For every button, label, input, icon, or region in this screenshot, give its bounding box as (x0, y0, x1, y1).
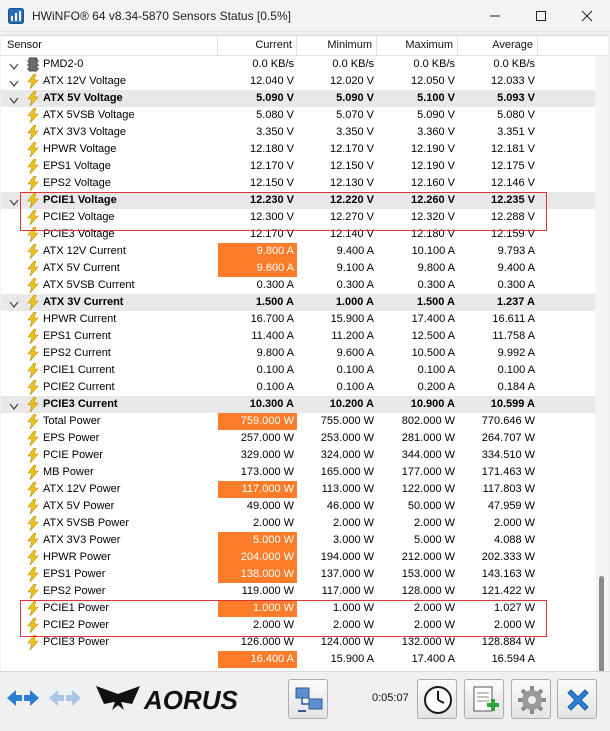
bolt-icon (26, 431, 40, 446)
average-value: 117.803 W (482, 483, 535, 495)
bolt-icon (26, 108, 40, 123)
table-row[interactable] (1, 107, 595, 124)
table-row[interactable] (1, 498, 595, 515)
sensor-name: EPS2 Voltage (43, 177, 111, 189)
current-value: 204.000 W (218, 549, 297, 566)
minimum-value: 12.020 V (329, 75, 374, 87)
maximum-value: 5.090 V (417, 109, 455, 121)
bolt-icon (26, 550, 40, 565)
average-value: 12.033 V (490, 75, 535, 87)
maximum-value: 212.000 W (401, 551, 455, 563)
sensor-name: EPS1 Power (43, 568, 106, 580)
current-value: 5.090 V (256, 92, 294, 104)
table-row[interactable] (1, 379, 595, 396)
chevron-down-icon[interactable] (9, 94, 19, 102)
bolt-icon (26, 499, 40, 514)
report-add-icon (469, 684, 501, 716)
bolt-icon (26, 244, 40, 259)
minimum-value: 9.600 A (336, 347, 374, 359)
sensor-name: EPS1 Voltage (43, 160, 111, 172)
minimum-value: 46.000 W (326, 500, 374, 512)
sensor-name: PCIE1 Power (43, 602, 110, 614)
vertical-scrollbar[interactable] (595, 56, 608, 672)
sensor-name: EPS1 Current (43, 330, 111, 342)
table-row[interactable] (1, 141, 595, 158)
maximum-value: 12.190 V (410, 160, 455, 172)
minimum-value: 12.170 V (329, 143, 374, 155)
sensor-name: PCIE3 Power (43, 636, 110, 648)
maximum-value: 17.400 A (411, 313, 455, 325)
minimum-value: 12.140 V (329, 228, 374, 240)
current-value: 0.300 A (256, 279, 294, 291)
current-value: 2.000 W (253, 517, 294, 529)
current-value: 3.350 V (256, 126, 294, 138)
current-value: 9.800 A (218, 243, 297, 260)
table-header (1, 36, 608, 56)
minimum-value: 3.000 W (333, 534, 374, 546)
bolt-icon (26, 601, 40, 616)
minimum-value: 12.130 V (329, 177, 374, 189)
bolt-icon (26, 261, 40, 276)
current-value: 12.170 V (249, 228, 294, 240)
sensor-name: HPWR Power (43, 551, 111, 563)
navigate-disabled-button[interactable] (48, 688, 82, 711)
bolt-icon (26, 516, 40, 531)
minimum-value: 15.900 A (330, 313, 374, 325)
current-value: 173.000 W (240, 466, 294, 478)
maximum-value: 12.160 V (410, 177, 455, 189)
minimum-value: 194.000 W (320, 551, 374, 563)
average-value: 334.510 W (481, 449, 535, 461)
bolt-icon (26, 380, 40, 395)
maximum-value: 12.260 V (410, 194, 455, 206)
table-row[interactable] (1, 481, 595, 498)
maximize-icon (535, 10, 547, 22)
maximum-value: 10.100 A (411, 245, 455, 257)
maximum-value: 122.000 W (401, 483, 455, 495)
average-value: 12.288 V (490, 211, 535, 223)
sensor-name: PCIE3 Current (43, 398, 118, 410)
close-sensors-button[interactable] (557, 679, 597, 719)
table-row[interactable] (1, 56, 595, 73)
maximum-value: 12.190 V (410, 143, 455, 155)
sensor-name: ATX 5VSB Voltage (43, 109, 135, 121)
minimum-value: 0.300 A (336, 279, 374, 291)
average-value: 202.333 W (481, 551, 535, 563)
sensor-name: ATX 5V Current (43, 262, 120, 274)
table-row[interactable] (1, 209, 595, 226)
table-row[interactable] (1, 73, 595, 90)
sensor-name: PMD2-0 (43, 58, 84, 70)
average-value: 2.000 W (494, 619, 535, 631)
new-report-button[interactable] (464, 679, 504, 719)
chevron-down-icon[interactable] (9, 400, 19, 408)
chevron-down-icon[interactable] (9, 196, 19, 204)
current-value: 119.000 W (241, 585, 294, 597)
bolt-icon (26, 176, 40, 191)
column-header-minimum[interactable]: Minimum (297, 36, 377, 55)
table-row[interactable] (1, 430, 595, 447)
bolt-icon (26, 414, 40, 429)
bolt-icon (26, 567, 40, 582)
sensor-name: ATX 12V Voltage (43, 75, 126, 87)
maximum-value: 12.050 V (410, 75, 455, 87)
chevron-down-icon[interactable] (9, 77, 19, 85)
minimum-value: 0.100 A (336, 364, 374, 376)
average-value: 0.100 A (497, 364, 535, 376)
current-value: 0.100 A (256, 364, 294, 376)
average-value: 0.184 A (497, 381, 535, 393)
table-row[interactable] (1, 226, 595, 243)
maximum-value: 10.500 A (411, 347, 455, 359)
minimum-value: 12.220 V (329, 194, 374, 206)
bolt-icon (26, 448, 40, 463)
maximum-value: 128.000 W (401, 585, 455, 597)
minimum-value: 9.100 A (336, 262, 374, 274)
minimum-value: 2.000 W (333, 517, 374, 529)
aorus-logo (94, 680, 254, 719)
bolt-icon (26, 91, 40, 106)
current-value: 12.230 V (249, 194, 294, 206)
minimum-value: 2.000 W (333, 619, 374, 631)
table-row[interactable] (1, 362, 595, 379)
network-button[interactable] (288, 679, 328, 719)
average-value: 3.351 V (497, 126, 535, 138)
bolt-icon (26, 533, 40, 548)
current-value: 0.100 A (256, 381, 294, 393)
chevron-down-icon[interactable] (9, 298, 19, 306)
clock-icon (422, 684, 454, 716)
svg-text:AORUS: AORUS (144, 685, 238, 715)
minimum-value: 0.100 A (336, 381, 374, 393)
maximum-value: 5.000 W (414, 534, 455, 546)
maximum-value: 17.400 A (411, 653, 455, 665)
maximum-value: 9.800 A (417, 262, 455, 274)
column-header-sensor[interactable]: Sensor (1, 36, 218, 55)
maximum-value: 153.000 W (401, 568, 455, 580)
average-value: 11.758 A (492, 330, 535, 342)
elapsed-time: 0:05:07 (372, 692, 409, 704)
minimize-icon (489, 10, 501, 22)
bolt-icon (26, 312, 40, 327)
minimize-button[interactable] (472, 0, 518, 31)
current-value: 329.000 W (240, 449, 294, 461)
table-row[interactable] (1, 311, 595, 328)
average-value: 0.0 KB/s (493, 58, 535, 70)
current-value: 12.300 V (249, 211, 294, 223)
table-row[interactable] (1, 600, 595, 617)
sensor-name: PCIE2 Power (43, 619, 110, 631)
close-button[interactable] (564, 0, 610, 31)
sensor-name: ATX 5VSB Power (43, 517, 129, 529)
average-value: 9.992 A (497, 347, 535, 359)
table-row[interactable] (1, 634, 595, 651)
column-header-average[interactable]: Average (458, 36, 538, 55)
minimum-value: 1.000 A (335, 296, 374, 308)
current-value: 5.000 W (218, 532, 297, 549)
average-value: 9.400 A (497, 262, 535, 274)
maximum-value: 12.320 V (410, 211, 455, 223)
current-value: 9.800 A (256, 347, 294, 359)
bolt-icon (26, 295, 40, 310)
current-value: 257.000 W (240, 432, 294, 444)
maximum-value: 50.000 W (407, 500, 455, 512)
bolt-icon (26, 227, 40, 242)
sensor-name: PCIE3 Voltage (43, 228, 115, 240)
table-row[interactable] (1, 124, 595, 141)
maximum-value: 5.100 V (417, 92, 455, 104)
bolt-icon (26, 465, 40, 480)
minimum-value: 117.000 W (321, 585, 374, 597)
bolt-icon (26, 363, 40, 378)
bolt-icon (26, 482, 40, 497)
minimum-value: 324.000 W (320, 449, 374, 461)
current-value: 0.0 KB/s (252, 58, 294, 70)
current-value: 9.600 A (218, 260, 297, 277)
current-value: 138.000 W (218, 566, 297, 583)
sensor-name: PCIE1 Current (43, 364, 115, 376)
table-row[interactable] (1, 549, 595, 566)
average-value: 171.463 W (481, 466, 535, 478)
average-value: 47.959 W (487, 500, 535, 512)
close-icon (581, 10, 593, 22)
double-arrow-disabled-icon (48, 688, 82, 708)
title-bar[interactable] (0, 0, 610, 32)
sensor-name: ATX 3V Current (43, 296, 124, 308)
sensor-name: HPWR Current (43, 313, 117, 325)
maximum-value: 2.000 W (414, 517, 455, 529)
maximum-value: 177.000 W (401, 466, 455, 478)
average-value: 143.163 W (481, 568, 535, 580)
close-x-icon (562, 684, 594, 716)
maximize-button[interactable] (518, 0, 564, 31)
average-value: 1.237 A (496, 296, 535, 308)
average-value: 121.422 W (481, 585, 535, 597)
hwinfo-app-icon (8, 8, 24, 24)
double-arrow-icon (6, 688, 40, 708)
column-header-current[interactable]: Current (218, 36, 297, 55)
maximum-value: 0.0 KB/s (413, 58, 455, 70)
sensor-name: PCIE2 Voltage (43, 211, 115, 223)
table-row[interactable] (1, 532, 595, 549)
table-row[interactable] (1, 566, 595, 583)
table-row[interactable] (1, 515, 595, 532)
table-row[interactable] (1, 617, 595, 634)
sensor-name: ATX 5V Voltage (43, 92, 123, 104)
bolt-icon (26, 618, 40, 633)
table-row[interactable] (1, 260, 595, 277)
navigate-left-right-button[interactable] (6, 688, 40, 711)
bolt-icon (26, 142, 40, 157)
table-row[interactable] (1, 464, 595, 481)
sensor-name: PCIE2 Current (43, 381, 115, 393)
current-value: 1.000 W (218, 600, 297, 617)
average-value: 770.646 W (481, 415, 535, 427)
table-row[interactable] (1, 192, 595, 209)
current-value: 12.150 V (249, 177, 294, 189)
minimum-value: 165.000 W (320, 466, 374, 478)
bolt-icon (26, 210, 40, 225)
average-value: 5.093 V (497, 92, 535, 104)
current-value: 12.180 V (249, 143, 294, 155)
chevron-down-icon[interactable] (9, 60, 19, 68)
table-row[interactable] (1, 447, 595, 464)
sensor-name: PCIE1 Voltage (43, 194, 117, 206)
bolt-icon (26, 584, 40, 599)
minimum-value: 113.000 W (321, 483, 374, 495)
sensor-name: HPWR Voltage (43, 143, 117, 155)
bolt-icon (26, 125, 40, 140)
maximum-value: 0.200 A (417, 381, 455, 393)
minimum-value: 11.200 A (331, 330, 374, 342)
average-value: 0.300 A (497, 279, 535, 291)
chip-icon (26, 57, 40, 72)
maximum-value: 1.500 A (416, 296, 455, 308)
minimum-value: 755.000 W (320, 415, 374, 427)
sensor-name: ATX 12V Current (43, 245, 126, 257)
bolt-icon (26, 397, 40, 412)
sensor-name: EPS Power (43, 432, 100, 444)
maximum-value: 802.000 W (401, 415, 455, 427)
average-value: 12.146 V (490, 177, 535, 189)
average-value: 12.175 V (490, 160, 535, 172)
minimum-value: 0.0 KB/s (332, 58, 374, 70)
average-value: 12.181 V (490, 143, 535, 155)
sensor-name: EPS2 Current (43, 347, 111, 359)
average-value: 4.088 W (494, 534, 535, 546)
bolt-icon (26, 346, 40, 361)
current-value: 2.000 W (253, 619, 294, 631)
bolt-icon (26, 329, 40, 344)
table-row[interactable] (1, 277, 595, 294)
average-value: 128.884 W (481, 636, 535, 648)
current-value: 16.400 A (218, 651, 297, 668)
maximum-value: 12.500 A (411, 330, 455, 342)
sensor-name: PCIE Power (43, 449, 103, 461)
minimum-value: 3.350 V (336, 126, 374, 138)
maximum-value: 12.180 V (410, 228, 455, 240)
sensor-name: ATX 5VSB Current (43, 279, 135, 291)
scrollbar-thumb[interactable] (599, 576, 604, 672)
average-value: 2.000 W (494, 517, 535, 529)
minimum-value: 9.400 A (336, 245, 374, 257)
bolt-icon (26, 74, 40, 89)
table-row[interactable] (1, 243, 595, 260)
table-row[interactable] (1, 175, 595, 192)
table-row[interactable] (1, 345, 595, 362)
average-value: 9.793 A (497, 245, 535, 257)
bolt-icon (26, 635, 40, 650)
current-value: 126.000 W (240, 636, 294, 648)
current-value: 12.170 V (249, 160, 294, 172)
maximum-value: 2.000 W (414, 602, 455, 614)
column-header-maximum[interactable]: Maximum (377, 36, 458, 55)
bolt-icon (26, 159, 40, 174)
average-value: 264.707 W (481, 432, 535, 444)
sensor-name: Total Power (43, 415, 101, 427)
current-value: 49.000 W (246, 500, 294, 512)
gear-icon (516, 684, 548, 716)
maximum-value: 2.000 W (414, 619, 455, 631)
maximum-value: 0.300 A (417, 279, 455, 291)
minimum-value: 253.000 W (320, 432, 374, 444)
table-row[interactable] (1, 158, 595, 175)
sensor-name: ATX 12V Power (43, 483, 121, 495)
minimum-value: 137.000 W (320, 568, 374, 580)
table-row[interactable] (1, 90, 595, 107)
current-value: 10.300 A (249, 398, 294, 410)
sensor-table[interactable] (1, 35, 608, 672)
bolt-icon (26, 193, 40, 208)
current-value: 5.080 V (256, 109, 294, 121)
sensor-name: ATX 5V Power (43, 500, 115, 512)
maximum-value: 3.360 V (417, 126, 455, 138)
sensor-name: MB Power (43, 466, 94, 478)
average-value: 12.235 V (490, 194, 535, 206)
current-value: 12.040 V (249, 75, 294, 87)
maximum-value: 281.000 W (401, 432, 455, 444)
sensor-name: EPS2 Power (43, 585, 106, 597)
current-value: 759.000 W (218, 413, 297, 430)
table-row[interactable] (1, 396, 595, 413)
bottom-toolbar (0, 671, 610, 731)
table-row[interactable] (1, 328, 595, 345)
sensor-name: ATX 3V3 Power (43, 534, 121, 546)
average-value: 16.611 A (492, 313, 535, 325)
current-value: 117.000 W (218, 481, 297, 498)
maximum-value: 132.000 W (401, 636, 455, 648)
window-title: HWiNFO® 64 v8.34-5870 Sensors Status [0.5%] (32, 9, 291, 23)
minimum-value: 12.150 V (329, 160, 374, 172)
current-value: 1.500 A (255, 296, 294, 308)
maximum-value: 10.900 A (410, 398, 455, 410)
table-row[interactable] (1, 294, 595, 311)
sensor-name: ATX 3V3 Voltage (43, 126, 126, 138)
minimum-value: 12.270 V (329, 211, 374, 223)
clock-button[interactable] (417, 679, 457, 719)
minimum-value: 5.070 V (336, 109, 374, 121)
table-row[interactable] (1, 651, 595, 668)
current-value: 11.400 A (251, 330, 294, 342)
bolt-icon (26, 278, 40, 293)
average-value: 1.027 W (494, 602, 535, 614)
average-value: 16.594 A (491, 653, 535, 665)
minimum-value: 5.090 V (336, 92, 374, 104)
average-value: 12.159 V (490, 228, 535, 240)
minimum-value: 15.900 A (330, 653, 374, 665)
table-row[interactable] (1, 413, 595, 430)
minimum-value: 124.000 W (320, 636, 374, 648)
minimum-value: 10.200 A (329, 398, 374, 410)
maximum-value: 344.000 W (401, 449, 455, 461)
minimum-value: 1.000 W (333, 602, 374, 614)
current-value: 16.700 A (250, 313, 294, 325)
maximum-value: 0.100 A (417, 364, 455, 376)
average-value: 10.599 A (490, 398, 535, 410)
table-row[interactable] (1, 583, 595, 600)
settings-button[interactable] (511, 679, 551, 719)
network-computers-icon (293, 684, 325, 716)
average-value: 5.080 V (497, 109, 535, 121)
